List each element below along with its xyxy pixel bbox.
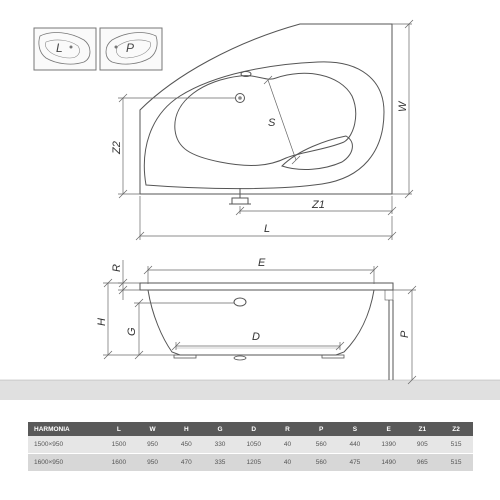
- table-cell: 950: [136, 454, 170, 472]
- header-p: P: [304, 422, 338, 436]
- header-s: S: [338, 422, 372, 436]
- headrest: [282, 136, 352, 169]
- table-cell: 335: [203, 454, 237, 472]
- table-row: [28, 436, 473, 454]
- drain-symbol: [229, 188, 251, 204]
- label-g: G: [126, 327, 138, 336]
- label-w: W: [397, 101, 409, 112]
- table-cell: 1600: [102, 454, 136, 472]
- table-cell: 950: [136, 436, 170, 454]
- header-l: L: [102, 422, 136, 436]
- label-s: S: [268, 117, 276, 129]
- label-r: R: [111, 264, 123, 272]
- header-g: G: [203, 422, 237, 436]
- table-cell: 515: [439, 454, 473, 472]
- label-p: P: [399, 330, 411, 338]
- thumbnail-right-letter: P: [126, 41, 135, 55]
- table-cell: 440: [338, 436, 372, 454]
- overflow-side: [234, 298, 246, 306]
- bathtub-side-view: [140, 283, 393, 380]
- dimension-d: [172, 342, 344, 350]
- table-cell: 475: [338, 454, 372, 472]
- spec-table: [28, 422, 473, 472]
- tub-basin: [175, 73, 356, 165]
- header-d: D: [237, 422, 271, 436]
- table-cell: 470: [169, 454, 203, 472]
- header-model: HARMONIA: [28, 422, 102, 436]
- table-row: [28, 454, 473, 472]
- header-r: R: [271, 422, 305, 436]
- label-z1: Z1: [312, 199, 325, 211]
- table-cell: 905: [405, 436, 439, 454]
- tub-rim: [140, 283, 393, 290]
- table-cell: 515: [439, 436, 473, 454]
- tub-outer-rim: [140, 24, 392, 194]
- label-e: E: [258, 257, 266, 269]
- thumbnail-left-letter: L: [56, 41, 63, 55]
- header-h: H: [169, 422, 203, 436]
- bathtub-top-view: [140, 24, 392, 194]
- table-cell: 1500×950: [28, 436, 102, 454]
- table-cell: 1390: [372, 436, 406, 454]
- label-l: L: [264, 223, 271, 235]
- table-cell: 40: [271, 454, 305, 472]
- table-cell: 450: [169, 436, 203, 454]
- dimension-z2: [118, 94, 236, 198]
- label-z2: Z2: [111, 141, 123, 154]
- table-cell: 965: [405, 454, 439, 472]
- floor: [0, 380, 500, 400]
- table-cell: 330: [203, 436, 237, 454]
- label-d: D: [252, 331, 260, 343]
- dimension-g: [134, 299, 234, 359]
- dimension-h: [103, 279, 176, 359]
- table-cell: 560: [304, 436, 338, 454]
- thumbnail-left-variant: [34, 28, 96, 70]
- thumbnail-right-variant: [100, 28, 162, 70]
- tub-inner-rim: [144, 62, 384, 189]
- table-cell: 1500: [102, 436, 136, 454]
- label-h: H: [96, 318, 108, 326]
- table-cell: 1600×950: [28, 454, 102, 472]
- header-w: W: [136, 422, 170, 436]
- header-e: E: [372, 422, 406, 436]
- header-z1: Z1: [405, 422, 439, 436]
- spec-table-header: [28, 422, 473, 436]
- table-cell: 560: [304, 454, 338, 472]
- table-cell: 1490: [372, 454, 406, 472]
- table-cell: 40: [271, 436, 305, 454]
- header-z2: Z2: [439, 422, 473, 436]
- table-cell: 1205: [237, 454, 271, 472]
- table-cell: 1050: [237, 436, 271, 454]
